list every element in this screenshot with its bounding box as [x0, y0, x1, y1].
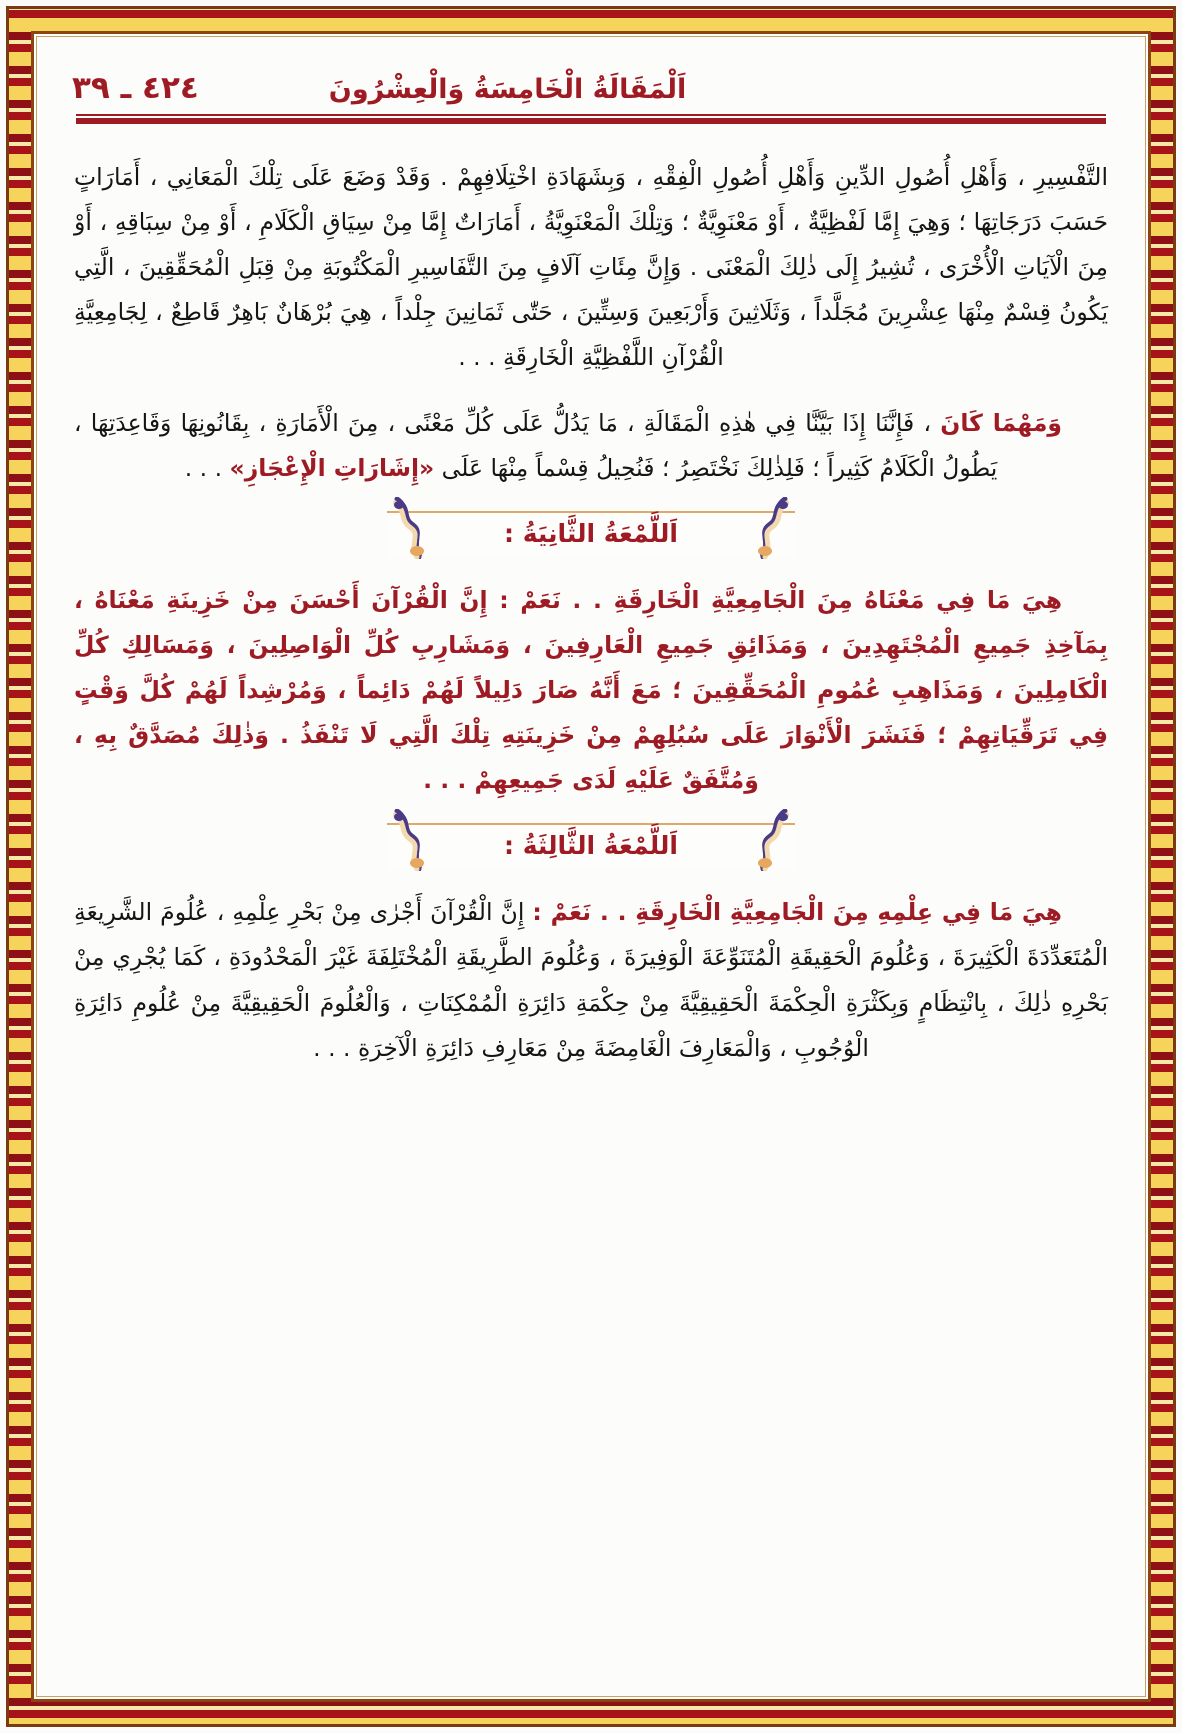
ornamental-bracket-right-icon — [755, 809, 789, 871]
paragraph-two-body: ، فَإِنَّنَا إِذَا بَيَّنَّا فِي هٰذِهِ الْمَقَالَةِ ، مَا يَدُلُّ عَلَى كُلِّ مَعْنًى ، مِنَ الْأَمَارَةِ ، بِقَانُونِهَا وَقَاعِدَتِهَا ، يَطُولُ الْكَلَامُ كَثِيراً ؛ فَلِذٰلِكَ نَخْتَصِرُ ؛ فَنُحِيلُ قِسْماً مِنْهَا عَلَى — [74, 408, 998, 482]
section-heading-second-gleam — [74, 511, 1108, 558]
gleam-heading-box — [387, 823, 795, 870]
paragraph-two-lead: وَمَهْمَا كَانَ — [940, 408, 1062, 437]
bottom-spacer — [74, 1091, 1108, 1101]
ornamental-bracket-right-icon — [755, 497, 789, 559]
header-divider-rule — [76, 118, 1106, 129]
paragraph-three-body: إِنَّ الْقُرْآنَ أَحْسَنَ مِنْ خَزِينَةِ مَعْنَاهُ ، بِمَآخِذِ جَمِيعِ الْمُجْتَهِدِينَ ، وَمَذَائِقِ جَمِيعِ الْعَارِفِينَ ، وَمَشَارِبِ كُلِّ الْوَاصِلِينَ ، وَمَسَالِكِ كُلِّ الْكَامِلِينَ ، وَمَذَاهِبِ عُمُومِ الْمُحَقِّقِينَ ؛ مَعَ أَنَّهُ صَارَ دَلِيلاً لَهُمْ دَائِماً ، وَمُرْشِداً لَهُمْ كُلَّ وَقْتٍ فِي تَرَقِّيَاتِهِمْ ؛ فَنَشَرَ الْأَنْوَارَ عَلَى سُبُلِهِمْ مِنْ خَزِينَتِهِ تِلْكَ الَّتِي لَا تَنْفَذُ . وَذٰلِكَ مُصَدَّقٌ بِهِ ، وَمُتَّفَقٌ عَلَيْهِ لَدَى جَمِيعِهِمْ . . . — [74, 585, 1108, 795]
paragraph-two — [74, 401, 1108, 491]
ornamental-bracket-left-icon — [393, 497, 427, 559]
ornamental-bracket-left-icon — [393, 809, 427, 871]
paragraph-three-lead: هِيَ مَا فِي مَعْنَاهُ مِنَ الْجَامِعِيَّةِ الْخَارِقَةِ . . نَعَمْ : — [499, 585, 1062, 614]
paragraph-four-body: إِنَّ الْقُرْآنَ أَجْرٰى مِنْ بَحْرِ عِلْمِهِ ، عُلُومَ الشَّرِيعَةِ الْمُتَعَدِّدَةَ الْكَثِيرَةَ ، وَعُلُومَ الْحَقِيقَةِ الْمُتَنَوِّعَةَ الْوَفِيرَةَ ، وَعُلُومَ الطَّرِيقَةِ الْمُخْتَلِفَةَ غَيْرَ الْمَحْدُودَةِ ، كَمَا يُجْرِي مِنْ بَحْرِهِ ذٰلِكَ ، بِانْتِظَامٍ وَبِكَثْرَةِ الْحِكْمَةَ الْحَقِيقِيَّةَ مِنْ حِكْمَةِ دَائِرَةِ الْمُمْكِنَاتِ ، وَالْعُلُومَ الْحَقِيقِيَّةَ مِنْ عُلُومِ دَائِرَةِ الْوُجُوبِ ، وَالْمَعَارِفَ الْغَامِضَةَ مِنْ مَعَارِفِ دَائِرَةِ الْآخِرَةِ . . . — [74, 898, 1108, 1062]
paragraph-three — [74, 578, 1108, 804]
gleam-heading-label: اَللَّمْعَةُ الثَّالِثَةُ : — [504, 831, 678, 861]
paragraph-two-ellipsis: . . . — [184, 453, 223, 482]
paragraph-two-work-title: «إِشَارَاتِ الْإِعْجَازِ» — [229, 453, 435, 482]
page-title: اَلْمَقَالَةُ الْخَامِسَةُ وَالْعِشْرُونَ — [328, 74, 687, 105]
page-body — [58, 129, 1124, 1101]
paragraph-one: التَّفْسِيرِ ، وَأَهْلِ أُصُولِ الدِّينِ وَأَهْلِ أُصُولِ الْفِقْهِ ، وَبِشَهَادَةِ اخْتِلَافِهِمْ . وَقَدْ وَضَعَ عَلَى تِلْكَ الْمَعَانِي ، أَمَارَاتٍ حَسَبَ دَرَجَاتِهَا ؛ وَهِيَ إِمَّا لَفْظِيَّةٌ ، أَوْ مَعْنَوِيَّةٌ ؛ وَتِلْكَ الْمَعْنَوِيَّةُ ، أَمَارَاتٌ إِمَّا مِنْ سِيَاقِ الْكَلَامِ ، أَوْ مِنْ سِبَاقِهِ ، أَوْ مِنَ الْآيَاتِ الْأُخْرَى ، تُشِيرُ إِلَى ذٰلِكَ الْمَعْنَى . وَإِنَّ مِئَاتِ آلَافٍ مِنَ التَّفَاسِيرِ الْمَكْتُوبَةِ مِنْ قِبَلِ الْمُحَقِّقِينَ ، الَّتِي يَكُونُ قِسْمٌ مِنْهَا عِشْرِينَ مُجَلَّداً ، وَثَلَاثِينَ وَأَرْبَعِينَ وَسِتِّينَ ، حَتّٰى ثَمَانِينَ جِلْداً ، هِيَ بُرْهَانٌ بَاهِرٌ قَاطِعٌ ، لِجَامِعِيَّةِ الْقُرْآنِ اللَّفْظِيَّةِ الْخَارِقَةِ . . . — [74, 163, 1108, 372]
paragraph-four — [74, 890, 1108, 1070]
page-number: ٤٢٤ ـ ٣٩ — [72, 70, 199, 106]
gleam-heading-label: اَللَّمْعَةُ الثَّانِيَةُ : — [504, 518, 678, 548]
gleam-heading-box — [387, 511, 795, 558]
paragraph-four-lead: هِيَ مَا فِي عِلْمِهِ مِنَ الْجَامِعِيَّةِ الْخَارِقَةِ . . نَعَمْ : — [532, 898, 1062, 927]
page-header — [58, 52, 1124, 106]
page-content — [58, 52, 1124, 1681]
section-heading-third-gleam — [74, 823, 1108, 870]
